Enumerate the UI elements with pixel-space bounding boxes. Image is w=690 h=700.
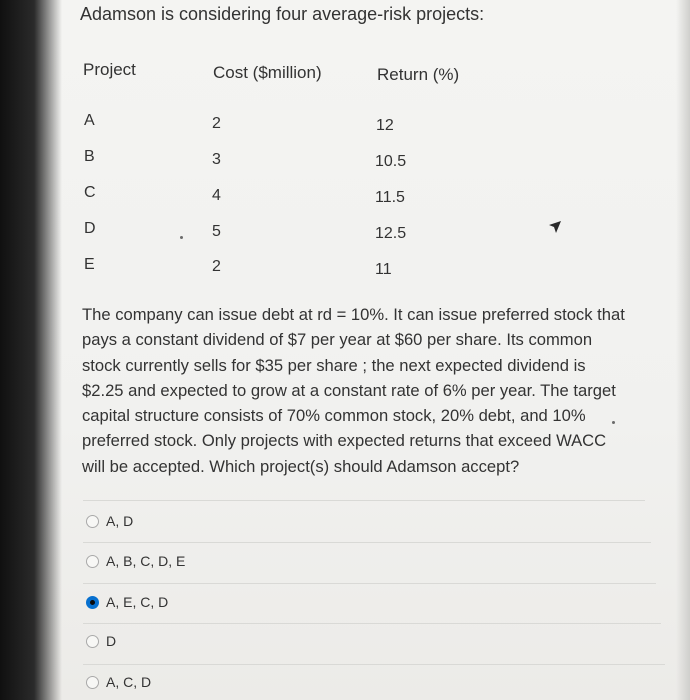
paragraph-line: stock currently sells for $35 per share ; the next expected dividend is <box>82 355 586 375</box>
answer-option-label: A, D <box>106 513 134 529</box>
row-a-cost: 2 <box>212 115 221 132</box>
header-cost: Cost ($million) <box>213 63 322 82</box>
row-b-cost: 3 <box>212 151 221 168</box>
row-a-return: 12 <box>376 117 394 134</box>
option-divider <box>83 664 665 665</box>
header-return: Return (%) <box>377 65 460 84</box>
screen-speck <box>180 236 183 239</box>
row-d-cost: 5 <box>212 223 221 240</box>
radio-unselected-icon[interactable] <box>86 555 99 568</box>
answer-option-a-e-c-d[interactable] <box>86 591 168 613</box>
photo-left-border <box>0 0 62 700</box>
answer-option-label: D <box>106 633 117 649</box>
row-b-return: 10.5 <box>375 153 407 170</box>
row-e-project: E <box>84 256 95 273</box>
paragraph-line: The company can issue debt at rd = 10%. It can issue preferred stock that <box>82 305 625 324</box>
row-c-project: C <box>84 184 96 201</box>
paragraph-line: pays a constant dividend of $7 per year at $60 per share. Its common <box>82 330 593 350</box>
option-divider <box>83 583 656 584</box>
question-title: Adamson is considering four average-risk projects: <box>80 4 485 24</box>
row-a-project: A <box>84 112 95 129</box>
row-e-cost: 2 <box>212 258 221 275</box>
answer-option-label: A, B, C, D, E <box>106 553 186 569</box>
answer-option-a-d[interactable] <box>86 510 133 532</box>
header-project: Project <box>83 60 136 79</box>
option-divider <box>83 623 661 624</box>
option-divider <box>83 542 651 543</box>
photo-right-shade <box>676 0 690 700</box>
answer-option-a-b-c-d-e[interactable] <box>86 550 185 572</box>
paragraph-line: capital structure consists of 70% common stock, 20% debt, and 10% <box>82 406 586 426</box>
radio-unselected-icon[interactable] <box>86 515 99 528</box>
answer-option-label: A, E, C, D <box>106 594 169 610</box>
radio-unselected-icon[interactable] <box>86 676 99 689</box>
row-d-return: 12.5 <box>375 225 407 242</box>
question-paragraph <box>82 302 654 479</box>
paragraph-line: preferred stock. Only projects with expected returns that exceed WACC <box>82 431 607 451</box>
answer-option-label: A, C, D <box>106 674 152 690</box>
row-d-project: D <box>84 220 96 237</box>
row-c-cost: 4 <box>212 187 221 204</box>
row-c-return: 11.5 <box>375 189 405 206</box>
radio-selected-icon[interactable] <box>86 596 99 609</box>
answer-option-a-c-d[interactable] <box>86 671 151 693</box>
row-e-return: 11 <box>375 261 392 278</box>
option-divider <box>83 500 645 501</box>
mouse-pointer-icon <box>546 218 564 236</box>
paragraph-line: $2.25 and expected to grow at a constant rate of 6% per year. The target <box>82 380 616 400</box>
radio-unselected-icon[interactable] <box>86 635 99 648</box>
answer-option-d[interactable] <box>86 630 116 652</box>
paragraph-line: will be accepted. Which project(s) should Adamson accept? <box>82 456 520 476</box>
row-b-project: B <box>84 148 95 165</box>
